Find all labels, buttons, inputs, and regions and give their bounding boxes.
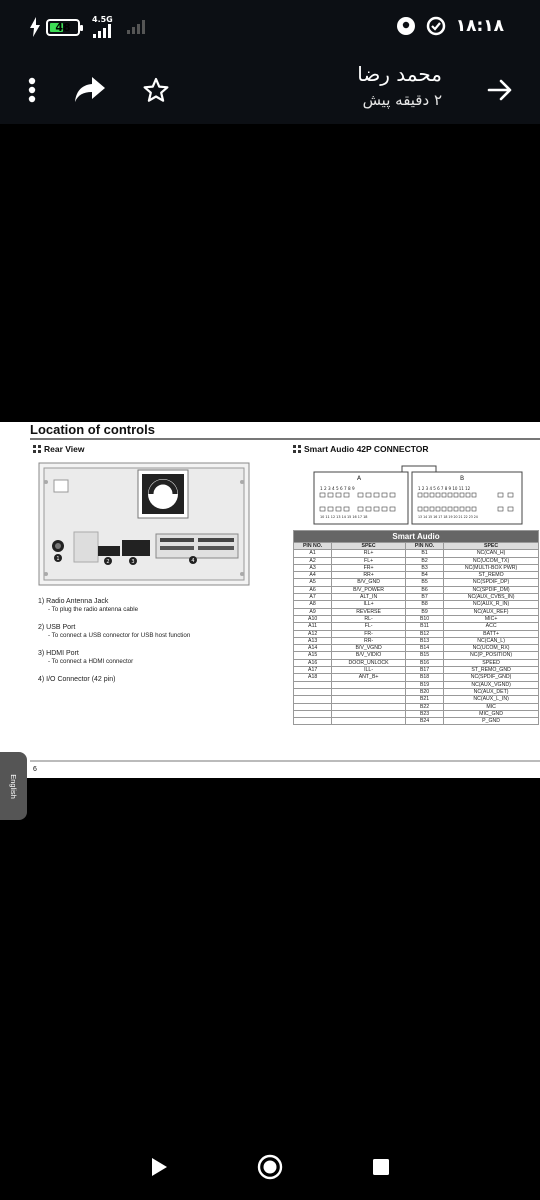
a-top-pins: 1 2 3 4 5 6 7 8 9 <box>320 486 355 491</box>
b-bottom-pins: 13 14 15 16 17 18 19 20 21 22 23 24 <box>418 515 478 519</box>
table-cell: A17 <box>294 667 332 674</box>
table-cell: B15 <box>405 652 443 659</box>
table-cell: NC(P_POSITION) <box>444 652 539 659</box>
table-row <box>294 645 539 652</box>
legend-label: 2) USB Port <box>38 624 76 631</box>
star-button[interactable] <box>136 70 176 110</box>
table-row <box>294 615 539 622</box>
table-cell <box>332 696 406 703</box>
callout-4: 4 <box>191 558 195 564</box>
table-cell: NC(UCOM_RX) <box>444 645 539 652</box>
image-viewer[interactable] <box>0 124 540 1130</box>
connector-title-text: Smart Audio 42P CONNECTOR <box>304 444 429 454</box>
table-cell: NC(AUX_L_IN) <box>444 696 539 703</box>
table-cell: FR+ <box>332 564 406 571</box>
table-cell: ACC <box>444 623 539 630</box>
table-cell: B14 <box>405 645 443 652</box>
connector-title <box>293 444 429 454</box>
table-cell: REVERSE <box>332 608 406 615</box>
location-icon <box>396 16 416 36</box>
table-row <box>294 703 539 710</box>
table-row <box>294 681 539 688</box>
nav-recents-button[interactable] <box>368 1154 394 1180</box>
table-cell: B17 <box>405 667 443 674</box>
table-row <box>294 601 539 608</box>
legend-item <box>38 676 190 684</box>
table-cell: B7 <box>405 594 443 601</box>
table-cell: NC(SPDIF_DP) <box>444 579 539 586</box>
table-cell: A13 <box>294 637 332 644</box>
table-cell: B5 <box>405 579 443 586</box>
grid-bullet-icon <box>293 445 301 453</box>
nav-home-button[interactable] <box>257 1154 283 1180</box>
table-cell: NC(SPDIF_DM) <box>444 586 539 593</box>
footer-rule <box>30 760 540 762</box>
star-icon <box>143 77 169 103</box>
table-cell: NC(AUX_VGND) <box>444 681 539 688</box>
table-row <box>294 564 539 571</box>
legend-item <box>38 598 190 614</box>
connector-diagram <box>312 462 524 526</box>
table-cell <box>294 710 332 717</box>
share-icon <box>75 77 105 103</box>
rear-view-title-text: Rear View <box>44 444 85 454</box>
block-a-label: A <box>356 475 362 482</box>
table-cell <box>294 688 332 695</box>
top-app-bar <box>0 58 540 124</box>
table-cell: B12 <box>405 630 443 637</box>
table-cell: B2 <box>405 557 443 564</box>
table-cell <box>294 703 332 710</box>
table-cell: B8 <box>405 601 443 608</box>
table-row <box>294 718 539 725</box>
table-cell: B19 <box>405 681 443 688</box>
table-cell: NC(AUX_REF) <box>444 608 539 615</box>
table-row <box>294 652 539 659</box>
table-cell: B3 <box>405 564 443 571</box>
charging-bolt-icon <box>30 17 40 37</box>
table-cell: FL+ <box>332 557 406 564</box>
table-cell: MIC+ <box>444 615 539 622</box>
title-rule <box>30 438 540 440</box>
signal-2-icon <box>127 20 145 34</box>
table-cell: B11 <box>405 623 443 630</box>
table-cell: B1 <box>405 550 443 557</box>
table-row <box>294 608 539 615</box>
table-cell: FL- <box>332 623 406 630</box>
rear-view-legend <box>38 598 190 694</box>
table-cell: ST_REMO <box>444 572 539 579</box>
legend-desc: - To connect a HDMI connector <box>48 658 134 665</box>
table-cell: A10 <box>294 615 332 622</box>
table-cell: RR- <box>332 637 406 644</box>
language-tab <box>0 752 27 820</box>
more-vert-icon <box>28 77 36 103</box>
home-circle-icon <box>257 1154 283 1180</box>
battery-icon <box>46 19 80 36</box>
table-cell: NC(AUX_DET) <box>444 688 539 695</box>
network-type: 4.5G <box>92 15 113 24</box>
share-button[interactable] <box>70 70 110 110</box>
table-cell: A16 <box>294 659 332 666</box>
page-number: 6 <box>33 766 37 773</box>
table-cell: A4 <box>294 572 332 579</box>
more-options-button[interactable] <box>18 70 46 110</box>
sender-info <box>357 60 442 112</box>
nav-back-button[interactable] <box>146 1154 172 1180</box>
table-cell: B18 <box>405 674 443 681</box>
pin-table-header: SPEC <box>444 543 539 550</box>
table-row <box>294 594 539 601</box>
status-bar <box>0 0 540 58</box>
table-cell <box>294 681 332 688</box>
table-cell: B10 <box>405 615 443 622</box>
table-cell: A1 <box>294 550 332 557</box>
table-cell: B16 <box>405 659 443 666</box>
back-button[interactable] <box>480 70 520 110</box>
rear-view-diagram <box>38 462 250 586</box>
table-cell: NC(AUX_R_IN) <box>444 601 539 608</box>
table-row <box>294 557 539 564</box>
table-cell: NC(UCOM_TX) <box>444 557 539 564</box>
callout-2: 2 <box>106 559 110 565</box>
table-row <box>294 586 539 593</box>
table-cell: NC(CAN_H) <box>444 550 539 557</box>
callout-1: 1 <box>56 556 60 562</box>
table-cell: A7 <box>294 594 332 601</box>
table-cell: A6 <box>294 586 332 593</box>
table-cell: A11 <box>294 623 332 630</box>
sent-time: ۲ دقیقه پیش <box>362 91 442 109</box>
data-saver-icon <box>426 16 446 36</box>
legend-label: 3) HDMI Port <box>38 650 79 657</box>
document-image[interactable] <box>0 422 540 799</box>
table-cell: MIC <box>444 703 539 710</box>
sender-name: محمد رضا <box>357 62 442 86</box>
back-triangle-icon <box>149 1156 169 1178</box>
table-cell: B23 <box>405 710 443 717</box>
table-cell: NC(CAN_L) <box>444 637 539 644</box>
table-cell: RL- <box>332 615 406 622</box>
pin-table <box>293 530 539 725</box>
language-tab-label: English <box>8 773 18 799</box>
table-row <box>294 659 539 666</box>
table-cell <box>332 703 406 710</box>
table-cell <box>332 681 406 688</box>
table-cell: ALT_IN <box>332 594 406 601</box>
callout-3: 3 <box>131 559 135 565</box>
legend-item <box>38 650 190 666</box>
legend-desc: - To connect a USB connector for USB host function <box>48 632 191 639</box>
table-cell: B/V_POWER <box>332 586 406 593</box>
table-cell: B9 <box>405 608 443 615</box>
table-cell: NC(SPDIF_GND) <box>444 674 539 681</box>
table-cell: RL+ <box>332 550 406 557</box>
legend-label: 4) I/O Connector (42 pin) <box>38 676 116 683</box>
table-row <box>294 710 539 717</box>
table-cell: BATT+ <box>444 630 539 637</box>
table-cell: A3 <box>294 564 332 571</box>
grid-bullet-icon <box>33 445 41 453</box>
table-cell: NC(MULTI-BOX PWR) <box>444 564 539 571</box>
table-cell: SPEED <box>444 659 539 666</box>
table-cell: NC(AUX_CVBS_IN) <box>444 594 539 601</box>
table-cell: FR- <box>332 630 406 637</box>
navigation-bar <box>0 1130 540 1200</box>
table-row <box>294 550 539 557</box>
table-cell: P_GND <box>444 718 539 725</box>
b-top-pins: 1 2 3 4 5 6 7 8 9 10 11 12 <box>418 486 471 491</box>
table-cell: A12 <box>294 630 332 637</box>
table-cell: DOOR_UNLOCK <box>332 659 406 666</box>
table-cell: B6 <box>405 586 443 593</box>
table-cell: A5 <box>294 579 332 586</box>
pin-table-title: Smart Audio <box>294 531 539 543</box>
table-cell: A8 <box>294 601 332 608</box>
legend-item <box>38 624 190 640</box>
table-cell: B/V_VGND <box>332 645 406 652</box>
rear-view-title <box>33 444 84 454</box>
table-cell: B/V_VIDIO <box>332 652 406 659</box>
table-cell: MIC_GND <box>444 710 539 717</box>
table-row <box>294 630 539 637</box>
table-row <box>294 579 539 586</box>
table-cell <box>294 718 332 725</box>
table-cell: ANT_B+ <box>332 674 406 681</box>
table-cell: B13 <box>405 637 443 644</box>
table-row <box>294 696 539 703</box>
clock: ۱۸:۱۸ <box>455 16 504 36</box>
table-cell: B22 <box>405 703 443 710</box>
block-b-label: B <box>459 475 465 482</box>
battery-level: 48 <box>55 20 71 34</box>
table-cell <box>332 688 406 695</box>
status-right <box>396 16 504 36</box>
signal-icon <box>92 16 113 38</box>
table-cell: B24 <box>405 718 443 725</box>
table-row <box>294 637 539 644</box>
legend-label: 1) Radio Antenna Jack <box>38 598 109 605</box>
table-cell: B21 <box>405 696 443 703</box>
table-cell: ILL+ <box>332 601 406 608</box>
arrow-forward-icon <box>487 77 513 103</box>
table-cell <box>294 696 332 703</box>
table-cell: B4 <box>405 572 443 579</box>
table-row <box>294 667 539 674</box>
table-cell: A15 <box>294 652 332 659</box>
table-row <box>294 674 539 681</box>
table-cell <box>332 718 406 725</box>
recents-square-icon <box>372 1158 390 1176</box>
status-left <box>30 16 145 38</box>
table-cell: A18 <box>294 674 332 681</box>
table-cell: B20 <box>405 688 443 695</box>
page-title: Location of controls <box>30 422 155 437</box>
table-row <box>294 688 539 695</box>
table-cell: ILL- <box>332 667 406 674</box>
table-cell: A14 <box>294 645 332 652</box>
legend-desc: - To plug the radio antenna cable <box>48 606 139 613</box>
table-cell: B/V_GND <box>332 579 406 586</box>
table-cell: A2 <box>294 557 332 564</box>
table-row <box>294 572 539 579</box>
table-cell: A9 <box>294 608 332 615</box>
pin-table-header: PIN NO. <box>405 543 443 550</box>
a-bottom-pins: 10 11 12 13 14 15 16 17 18 <box>320 515 368 519</box>
pin-table-header: PIN NO. <box>294 543 332 550</box>
table-cell <box>332 710 406 717</box>
pin-table-header: SPEC <box>332 543 406 550</box>
table-cell: RR+ <box>332 572 406 579</box>
table-row <box>294 623 539 630</box>
table-cell: ST_REMO_GND <box>444 667 539 674</box>
